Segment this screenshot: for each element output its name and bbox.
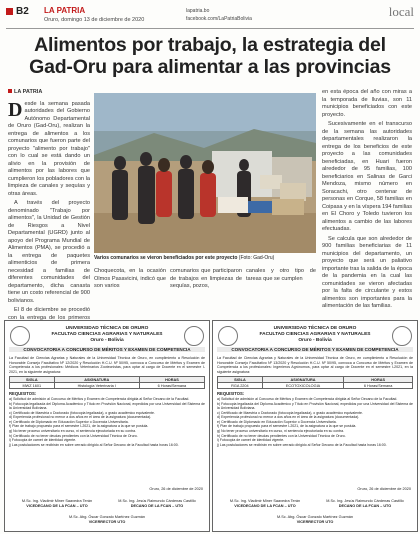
requirements-title: REQUISITOS: (9, 391, 37, 396)
convocatoria-title: CONVOCATORIA A CONCURSO DE MÉRITOS Y EXAMEN DE COMPETENCIA (9, 347, 205, 352)
section-name: local (388, 4, 414, 19)
ad-heading: UNIVERSIDAD TÉCNICA DE ORURO FACULTAD CIENCIAS AGRARIAS Y NATURALES Oruro - Bolivia (51, 326, 163, 343)
signature-vicedecano: M.Sc. Ing. Vladimir Miner Saavedra Terán VICEDECANO DE LA FCAN – UTO (21, 499, 93, 508)
red-square-icon (8, 89, 12, 93)
paragraph: El 8 de diciembre se procedió con la entrega de los primeros (8, 307, 90, 321)
job-notice-ad-1 (4, 320, 210, 532)
signature-decano: M.Sc. Ing. Jesús Raimundo Cárdenas Castillo DECANO DE LA FCAN – UTO (326, 499, 404, 508)
facebook-link[interactable]: facebook.com/LaPatriaBolivia (186, 16, 252, 22)
publication-date: Oruro, domingo 13 de diciembre de 2020 (44, 17, 145, 23)
ad-intro: La Facultad de Ciencias Agrarias y Naturales de la Universidad Técnica de Oruro, en cumplimiento a Resolución de Honorable Consejo Facultativo Nº 12/2020 y Resolución H.C.U. Nº 50/95, convoca a Concurso de Méritos y Examen de Competencia a los profesionales: Médicos Veterinarios Zootecnistas, para optar al cargo de Docente en el semestre I-2021, en la siguiente asignatura: (9, 356, 205, 374)
article-column-2a: Choquecota, en la ocasión Olmos Pasavicini, indicó que son varios (94, 268, 166, 289)
article-column-3 (322, 89, 412, 311)
signature-vicerrector: M.Sc. Abg. Óscar Gonzalo Martínez Guzmán VICERRECTOR UTO (69, 515, 145, 524)
paragraph: Desde la semana pasada autoridades del Gobierno Autónomo Departamental de Oruro (Gad-Oru), realizan la entrega de alimentos a los comunarios que fueron parte del proyecto "alimento por trabajo" con lo cual se está dando un alivio en la provisión de alimentos por las labores que cumplieron los pobladores con la limpieza de canales y sequías y otras áreas. (8, 98, 90, 197)
paragraph: Se calcula que son alrededor de 900 familias beneficiarias de 11 municipios del departamento, un proyecto que será un paliativo importante tras la salida de la época de la pandemia en la cual las comunidades se vieron afectadas por la falta de circulante y estos alimentos son importantes para la alimentación de las familias. (322, 235, 412, 309)
paragraph: A través del proyecto denominado "Trabajo por alimentos", la Unidad de Gestión de Riesgos a Nivel Departamental (UGRD) junto al apoyo del Programa Mundial de Alimentos (PMA), se procedió a la entrega de paquetes alimenticios de primera necesidad a familias de diferentes comunidades del departamento, dicha canasta tiene un costo referencial de 900 bolivianos. (8, 200, 90, 304)
page-number: B2 (6, 6, 29, 17)
requirements-title: REQUISITOS: (217, 391, 245, 396)
article-column-2c: canales y otro tipo de tareas que se cumplen (246, 268, 316, 282)
university-seal-icon (218, 326, 238, 346)
faculty-seal-icon (392, 326, 412, 346)
signature-vicerrector: M.Sc. Abg. Óscar Gonzalo Martínez Guzmán VICERRECTOR UTO (277, 515, 353, 524)
signature-decano: M.Sc. Ing. Jesús Raimundo Cárdenas Castillo DECANO DE LA FCAN – UTO (118, 499, 196, 508)
publication-name: LA PATRIA (44, 6, 86, 15)
ad-intro: La Facultad de Ciencias Agrarias y Naturales de la Universidad Técnica de Oruro, en cumplimiento a Resolución de Honorable Consejo Facultativo Nº 13/2020 y Resolución H.C.U. Nº 50/95, convoca a Concurso de Méritos y Examen de Competencia a los profesionales: Ingenieros Agrónomos, para optar al cargo de Docente en el semestre I-2021, en la siguiente asignatura: (217, 356, 413, 374)
red-square-icon (6, 8, 13, 15)
photo-caption: Varios comunarios se vieron beneficiados por este proyecto (Foto: Gad-Oru) (94, 255, 275, 261)
university-seal-icon (10, 326, 30, 346)
paragraph: en esta época del año con miras a la temporada de lluvias, son 11 municipios beneficiados con este proyecto. (322, 89, 412, 118)
photo-illustration (94, 93, 316, 253)
article-column-2b: comunarios que participaron de trabajos en limpiezas de sequías, pozos, (170, 268, 242, 289)
subject-table: SIGLA ASIGNATURA HORAS RGA 2204 ECOTOXICOLOGIA 6 Horas/Semana (217, 376, 413, 389)
drop-cap: D (8, 98, 23, 121)
signature-vicedecano: M.Sc. Ing. Vladimir Miner Saavedra Terán VICEDECANO DE LA FCAN – UTO (229, 499, 301, 508)
website-link[interactable]: lapatria.bo (186, 8, 210, 14)
ad-heading: UNIVERSIDAD TÉCNICA DE ORURO FACULTAD CIENCIAS AGRARIAS Y NATURALES Oruro - Bolivia (259, 326, 371, 343)
article-headline: Alimentos por trabajo, la estrategia del Gad-Oru para alimentar a las provincias (29, 34, 391, 78)
faculty-seal-icon (184, 326, 204, 346)
requirements-list: a) Solicitud de admisión al Concurso de Méritos y Examen de Competencia dirigida al Señor Decano de la Facultad. b) Fotocopia legalizada del Diploma Académico y Título en Provisión Nacional, expedidos por una Universidad del Sistema de la Universidad Boliviana. c) Certificado de Maestría o Doctorado (fotocopia legalizada), o grado académico equivalente. d) Experiencia profesional no menor a dos años en el área de la asignatura (documentada). e) Certificado de Diplomado en Educación Superior o Docencia Universitaria. f) Plan de trabajo propuesto para el semestre I-2021, de la asignatura a la que se postula. g) No tener proceso universitario en curso, ni sentencia ejecutoriada en su contra. h) Certificado de no tener deudas pendientes con la Universidad Técnica de Oruro. i) Fotocopia de carnet de identidad vigente. j) Las postulaciones se recibirán en sobre cerrado dirigido al Señor Decano de la Facultad hasta horas 16:00. (217, 397, 413, 447)
ad-date: Oruro, 26 de diciembre de 2020 (149, 487, 203, 491)
page-header (6, 4, 414, 29)
article-column-1 (8, 89, 90, 345)
article-photo (94, 93, 316, 253)
byline: LA PATRIA (8, 89, 90, 97)
subject-table: SIGLA ASIGNATURA HORAS MWZ 1601 Histología Veterinaria I 6 Horas/Semana (9, 376, 205, 389)
ad-date: Oruro, 26 de diciembre de 2020 (357, 487, 411, 491)
requirements-list: a) Solicitud de admisión al Concurso de Méritos y Examen de Competencia dirigida al Señor Decano de la Facultad. b) Fotocopia legalizada del Diploma Académico y Título en Provisión Nacional, expedidos por una Universidad del Sistema de la Universidad Boliviana. c) Certificado de Maestría o Doctorado (fotocopia legalizada), o grado académico equivalente. d) Experiencia profesional no menor a dos años en el área de la asignatura (documentada). e) Certificado de Diplomado en Educación Superior o Docencia Universitaria. f) Plan de trabajo propuesto para el semestre I-2021, de la asignatura a la que se postula. g) No tener proceso universitario en curso, ni sentencia ejecutoriada en su contra. h) Certificado de no tener deudas pendientes con la Universidad Técnica de Oruro. i) Fotocopia de carnet de identidad vigente. j) Las postulaciones se recibirán en sobre cerrado dirigido al Señor Decano de la Facultad hasta horas 16:00. (9, 397, 205, 447)
job-notice-ad-2 (212, 320, 418, 532)
convocatoria-title: CONVOCATORIA A CONCURSO DE MÉRITOS Y EXAMEN DE COMPETENCIA (217, 347, 413, 352)
paragraph: Sucesivamente en el transcurso de la semana las autoridades departamentales realizaron la entrega de los beneficios de este proyecto a las comunidades beneficiadas, en Huari fueron alrededor de 95 familias, 100 beneficiarios en Salinas de Garci Mendoza, mismo número en Soracachi, otro centenar de personas en Corque, 58 familias en Coipasa y en la víspera 194 familias en El Choro y Toledo tuvieron los alimentos a cambio de las labores efectuadas. (322, 121, 412, 232)
